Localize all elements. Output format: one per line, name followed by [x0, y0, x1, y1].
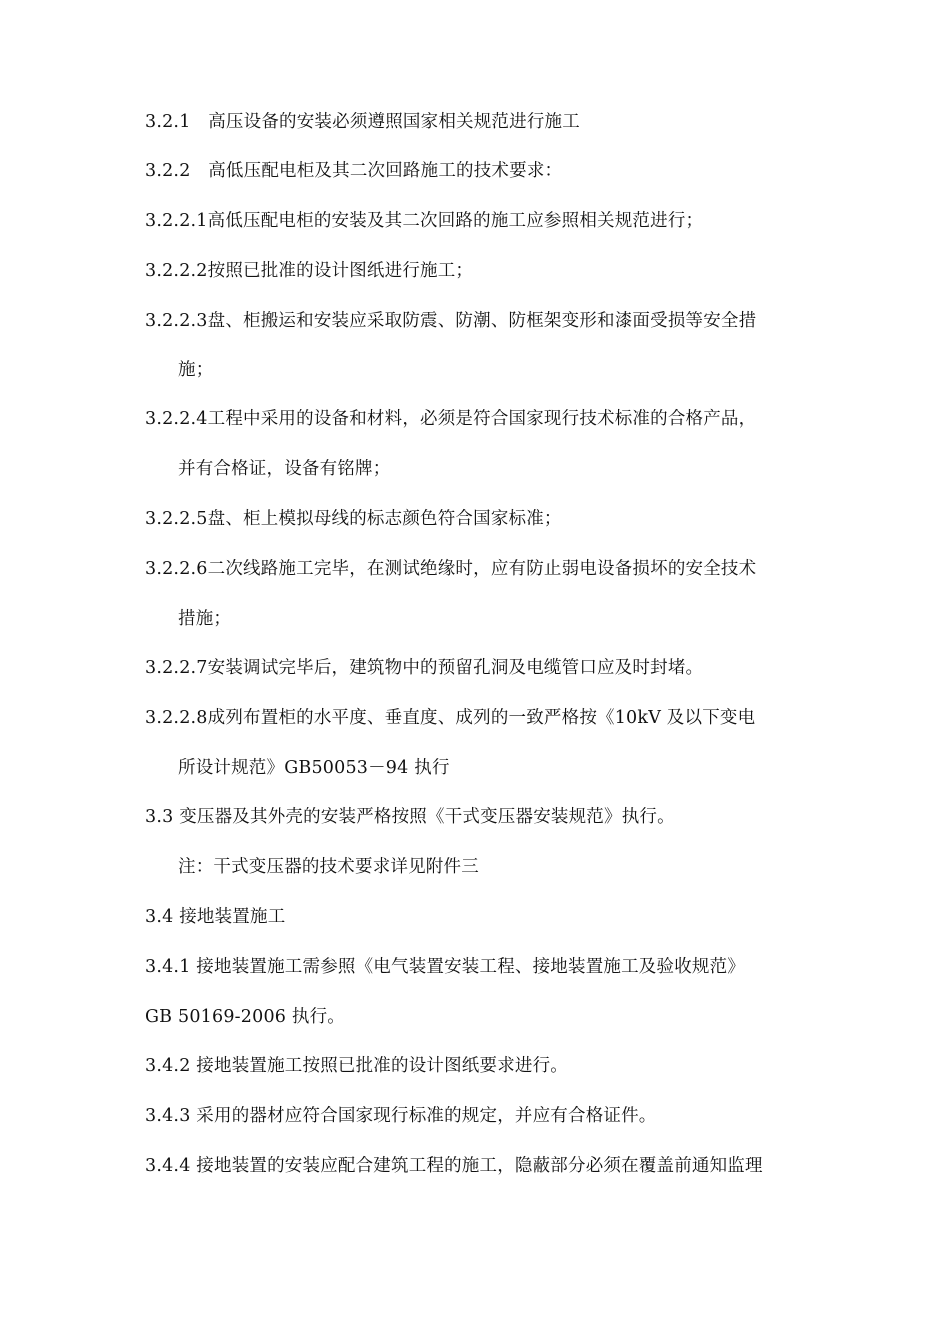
clause-3-2-2-8: 3.2.2.8成列布置柜的水平度、垂直度、成列的一致严格按《10kV 及以下变电 — [145, 708, 756, 728]
clause-3-4-4: 3.4.4 接地装置的安装应配合建筑工程的施工，隐蔽部分必须在覆盖前通知监理 — [145, 1156, 763, 1176]
clause-3-2-2-8-continued: 所设计规范》GB50053－94 执行 — [178, 758, 450, 778]
clause-3-2-2-3-continued: 施； — [178, 360, 214, 380]
clause-3-2-2-4-continued: 并有合格证，设备有铭牌； — [178, 459, 391, 479]
clause-3-4-1-continued: GB 50169-2006 执行。 — [145, 1007, 345, 1027]
clause-3-2-2-3: 3.2.2.3盘、柜搬运和安装应采取防震、防潮、防框架变形和漆面受损等安全措 — [145, 311, 757, 331]
clause-3-2-2-2: 3.2.2.2按照已批准的设计图纸进行施工； — [145, 261, 474, 281]
clause-3-2-2-6: 3.2.2.6二次线路施工完毕，在测试绝缘时，应有防止弱电设备损坏的安全技术 — [145, 559, 757, 579]
clause-3-2-2-5: 3.2.2.5盘、柜上模拟母线的标志颜色符合国家标准； — [145, 509, 562, 529]
clause-3-2-2-1: 3.2.2.1高低压配电柜的安装及其二次回路的施工应参照相关规范进行； — [145, 211, 704, 231]
clause-3-2-2: 3.2.2 高低压配电柜及其二次回路施工的技术要求： — [145, 161, 563, 181]
clause-3-4-2: 3.4.2 接地装置施工按照已批准的设计图纸要求进行。 — [145, 1056, 568, 1076]
clause-3-2-1: 3.2.1 高压设备的安装必须遵照国家相关规范进行施工 — [145, 112, 580, 132]
section-3-4-heading: 3.4 接地装置施工 — [145, 907, 286, 927]
note-transformer: 注：干式变压器的技术要求详见附件三 — [178, 857, 479, 877]
clause-3-4-1: 3.4.1 接地装置施工需参照《电气装置安装工程、接地装置施工及验收规范》 — [145, 957, 745, 977]
clause-3-3: 3.3 变压器及其外壳的安装严格按照《干式变压器安装规范》执行。 — [145, 807, 675, 827]
clause-3-4-3: 3.4.3 采用的器材应符合国家现行标准的规定，并应有合格证件。 — [145, 1106, 657, 1126]
clause-3-2-2-7: 3.2.2.7安装调试完毕后，建筑物中的预留孔洞及电缆管口应及时封堵。 — [145, 658, 704, 678]
clause-3-2-2-6-continued: 措施； — [178, 609, 232, 629]
clause-3-2-2-4: 3.2.2.4工程中采用的设备和材料，必须是符合国家现行技术标准的合格产品， — [145, 409, 757, 429]
